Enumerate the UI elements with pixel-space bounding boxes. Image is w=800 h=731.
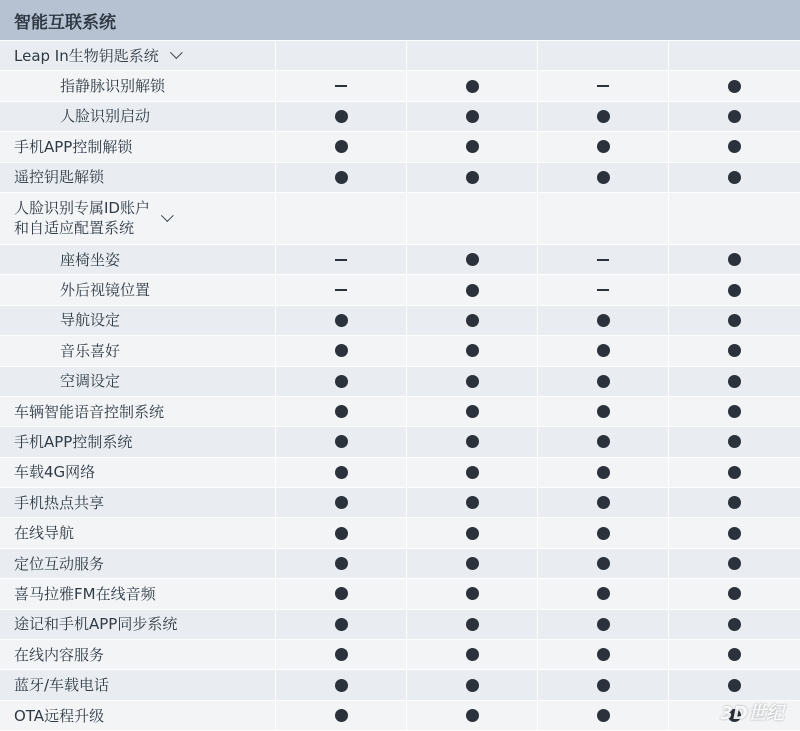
trim-cell-2	[407, 336, 538, 365]
trim-cell-1	[276, 102, 407, 131]
trim-cell-4	[669, 427, 800, 456]
feature-label-text: 遥控钥匙解锁	[14, 168, 105, 187]
feature-label-text: 指静脉识别解锁	[60, 77, 166, 96]
standard-dot-icon	[335, 618, 348, 631]
standard-dot-icon	[728, 405, 741, 418]
trim-cell-3	[538, 367, 669, 396]
standard-dot-icon	[728, 618, 741, 631]
feature-label-text: 手机APP控制解锁	[14, 137, 133, 156]
standard-dot-icon	[335, 587, 348, 600]
trim-cell-4	[669, 132, 800, 161]
trim-cell-1	[276, 579, 407, 608]
standard-dot-icon	[728, 284, 741, 297]
standard-dot-icon	[466, 405, 479, 418]
table-row	[0, 274, 800, 304]
trim-cell-2	[407, 670, 538, 699]
trim-cell-1	[276, 549, 407, 578]
table-row	[0, 335, 800, 365]
feature-label-text: 手机热点共享	[14, 493, 105, 512]
standard-dot-icon	[728, 344, 741, 357]
trim-cell-3	[538, 518, 669, 547]
standard-dot-icon	[597, 587, 610, 600]
standard-dot-icon	[728, 496, 741, 509]
standard-dot-icon	[335, 648, 348, 661]
trim-cell-1	[276, 132, 407, 161]
standard-dot-icon	[597, 679, 610, 692]
table-row	[0, 426, 800, 456]
standard-dot-icon	[597, 344, 610, 357]
trim-cell-2	[407, 458, 538, 487]
table-row	[0, 548, 800, 578]
group-label[interactable]	[0, 41, 276, 70]
trim-cell-4	[669, 275, 800, 304]
trim-cell-3	[538, 427, 669, 456]
standard-dot-icon	[335, 314, 348, 327]
feature-label	[0, 549, 276, 578]
trim-cell-1	[276, 458, 407, 487]
feature-label-text: 手机APP控制系统	[14, 432, 133, 451]
trim-cell-3	[538, 132, 669, 161]
trim-cell-1	[276, 610, 407, 639]
trim-cell-3	[538, 640, 669, 669]
standard-dot-icon	[466, 435, 479, 448]
standard-dot-icon	[597, 435, 610, 448]
standard-dot-icon	[335, 375, 348, 388]
trim-cell-1	[276, 397, 407, 426]
standard-dot-icon	[466, 110, 479, 123]
table-row	[0, 639, 800, 669]
trim-cell-1	[276, 670, 407, 699]
trim-cell-4	[669, 367, 800, 396]
trim-cell-3	[538, 458, 669, 487]
standard-dot-icon	[466, 80, 479, 93]
feature-label	[0, 610, 276, 639]
standard-dot-icon	[728, 171, 741, 184]
table-row	[0, 101, 800, 131]
feature-label-text: Leap In生物钥匙系统	[14, 46, 159, 65]
standard-dot-icon	[466, 140, 479, 153]
feature-label	[0, 102, 276, 131]
standard-dot-icon	[466, 709, 479, 722]
standard-dot-icon	[335, 496, 348, 509]
standard-dot-icon	[597, 648, 610, 661]
trim-cell-1	[276, 245, 407, 274]
trim-cell-2	[407, 71, 538, 100]
table-row	[0, 40, 800, 70]
not-available-dash-icon	[597, 85, 609, 87]
feature-label	[0, 275, 276, 304]
feature-label	[0, 306, 276, 335]
feature-label	[0, 132, 276, 161]
standard-dot-icon	[597, 496, 610, 509]
standard-dot-icon	[335, 709, 348, 722]
trim-cell-4	[669, 670, 800, 699]
trim-cell-3	[538, 163, 669, 192]
standard-dot-icon	[335, 466, 348, 479]
trim-cell-3	[538, 71, 669, 100]
trim-cell-4	[669, 640, 800, 669]
trim-cell-1	[276, 193, 407, 244]
feature-label	[0, 640, 276, 669]
standard-dot-icon	[597, 314, 610, 327]
chevron-down-icon[interactable]	[170, 46, 183, 59]
table-row	[0, 669, 800, 699]
trim-cell-4	[669, 41, 800, 70]
trim-cell-2	[407, 306, 538, 335]
trim-cell-2	[407, 579, 538, 608]
feature-label	[0, 488, 276, 517]
table-row	[0, 192, 800, 244]
trim-cell-2	[407, 163, 538, 192]
standard-dot-icon	[728, 375, 741, 388]
trim-cell-2	[407, 518, 538, 547]
standard-dot-icon	[335, 557, 348, 570]
chevron-down-icon[interactable]	[161, 209, 174, 222]
trim-cell-3	[538, 193, 669, 244]
standard-dot-icon	[728, 679, 741, 692]
feature-label-text: 座椅坐姿	[60, 250, 121, 269]
feature-label-text: 定位互动服务	[14, 554, 105, 573]
standard-dot-icon	[466, 466, 479, 479]
feature-label	[0, 367, 276, 396]
feature-label-text: 导航设定	[60, 311, 121, 330]
trim-cell-4	[669, 163, 800, 192]
standard-dot-icon	[597, 405, 610, 418]
trim-cell-1	[276, 306, 407, 335]
trim-cell-4	[669, 549, 800, 578]
feature-label	[0, 71, 276, 100]
feature-label-text: 空调设定	[60, 372, 121, 391]
trim-cell-3	[538, 610, 669, 639]
trim-cell-1	[276, 163, 407, 192]
trim-cell-3	[538, 397, 669, 426]
standard-dot-icon	[597, 140, 610, 153]
trim-cell-2	[407, 275, 538, 304]
table-row	[0, 305, 800, 335]
group-label[interactable]	[0, 193, 276, 244]
not-available-dash-icon	[335, 85, 347, 87]
standard-dot-icon	[728, 314, 741, 327]
feature-label	[0, 336, 276, 365]
watermark-logo: 3D世纪	[720, 703, 784, 724]
standard-dot-icon	[597, 618, 610, 631]
trim-cell-4	[669, 102, 800, 131]
table-row	[0, 609, 800, 639]
trim-cell-1	[276, 367, 407, 396]
feature-label	[0, 245, 276, 274]
table-row	[0, 487, 800, 517]
standard-dot-icon	[466, 587, 479, 600]
standard-dot-icon	[466, 648, 479, 661]
trim-cell-1	[276, 71, 407, 100]
standard-dot-icon	[728, 587, 741, 600]
trim-cell-2	[407, 245, 538, 274]
standard-dot-icon	[466, 679, 479, 692]
standard-dot-icon	[597, 375, 610, 388]
feature-label-text: 在线导航	[14, 524, 75, 543]
standard-dot-icon	[466, 375, 479, 388]
standard-dot-icon	[335, 110, 348, 123]
standard-dot-icon	[466, 496, 479, 509]
standard-dot-icon	[335, 140, 348, 153]
standard-dot-icon	[466, 253, 479, 266]
standard-dot-icon	[728, 80, 741, 93]
trim-cell-4	[669, 488, 800, 517]
trim-cell-3	[538, 336, 669, 365]
trim-cell-4	[669, 71, 800, 100]
trim-cell-2	[407, 367, 538, 396]
trim-cell-4	[669, 193, 800, 244]
trim-cell-1	[276, 640, 407, 669]
standard-dot-icon	[728, 435, 741, 448]
table-row	[0, 244, 800, 274]
not-available-dash-icon	[597, 289, 609, 291]
trim-cell-1	[276, 275, 407, 304]
feature-label-text: OTA远程升级	[14, 706, 105, 725]
feature-label-text: 蓝牙/车载电话	[14, 676, 110, 695]
standard-dot-icon	[335, 527, 348, 540]
trim-cell-2	[407, 41, 538, 70]
trim-cell-3	[538, 245, 669, 274]
feature-table	[0, 40, 800, 730]
standard-dot-icon	[597, 709, 610, 722]
trim-cell-1	[276, 518, 407, 547]
trim-cell-3	[538, 701, 669, 730]
section-title: 智能互联系统	[14, 12, 116, 33]
trim-cell-3	[538, 670, 669, 699]
not-available-dash-icon	[335, 259, 347, 261]
standard-dot-icon	[597, 557, 610, 570]
table-row	[0, 700, 800, 730]
trim-cell-1	[276, 336, 407, 365]
standard-dot-icon	[335, 405, 348, 418]
trim-cell-3	[538, 102, 669, 131]
feature-label-text: 喜马拉雅FM在线音频	[14, 584, 156, 603]
section-header	[0, 0, 800, 40]
trim-cell-2	[407, 610, 538, 639]
feature-label	[0, 458, 276, 487]
standard-dot-icon	[335, 435, 348, 448]
standard-dot-icon	[597, 110, 610, 123]
trim-cell-2	[407, 193, 538, 244]
standard-dot-icon	[728, 466, 741, 479]
trim-cell-2	[407, 701, 538, 730]
standard-dot-icon	[597, 171, 610, 184]
trim-cell-3	[538, 306, 669, 335]
trim-cell-3	[538, 549, 669, 578]
trim-cell-3	[538, 41, 669, 70]
feature-label-text: 人脸识别启动	[60, 107, 151, 126]
feature-label-text: 外后视镜位置	[60, 281, 151, 300]
standard-dot-icon	[466, 171, 479, 184]
trim-cell-1	[276, 488, 407, 517]
trim-cell-2	[407, 427, 538, 456]
feature-label	[0, 701, 276, 730]
trim-cell-2	[407, 640, 538, 669]
trim-cell-2	[407, 488, 538, 517]
trim-cell-4	[669, 245, 800, 274]
trim-cell-2	[407, 132, 538, 161]
trim-cell-4	[669, 336, 800, 365]
table-row	[0, 457, 800, 487]
standard-dot-icon	[335, 679, 348, 692]
not-available-dash-icon	[597, 259, 609, 261]
feature-label-text: 人脸识别专属ID账户 和自适应配置系统	[14, 199, 150, 238]
table-row	[0, 517, 800, 547]
standard-dot-icon	[597, 527, 610, 540]
trim-cell-4	[669, 458, 800, 487]
standard-dot-icon	[728, 140, 741, 153]
standard-dot-icon	[728, 648, 741, 661]
feature-label-text: 在线内容服务	[14, 645, 105, 664]
feature-label	[0, 397, 276, 426]
trim-cell-4	[669, 518, 800, 547]
feature-label	[0, 427, 276, 456]
standard-dot-icon	[597, 466, 610, 479]
feature-label-text: 车辆智能语音控制系统	[14, 402, 165, 421]
standard-dot-icon	[335, 344, 348, 357]
table-row	[0, 131, 800, 161]
standard-dot-icon	[466, 344, 479, 357]
feature-label-text: 车载4G网络	[14, 463, 96, 482]
feature-label-text: 途记和手机APP同步系统	[14, 615, 178, 634]
standard-dot-icon	[728, 253, 741, 266]
trim-cell-4	[669, 579, 800, 608]
trim-cell-3	[538, 488, 669, 517]
trim-cell-2	[407, 397, 538, 426]
standard-dot-icon	[335, 171, 348, 184]
table-row	[0, 578, 800, 608]
standard-dot-icon	[466, 557, 479, 570]
trim-cell-3	[538, 275, 669, 304]
table-row	[0, 162, 800, 192]
not-available-dash-icon	[335, 289, 347, 291]
table-row	[0, 70, 800, 100]
standard-dot-icon	[466, 314, 479, 327]
feature-label	[0, 670, 276, 699]
trim-cell-4	[669, 610, 800, 639]
feature-label	[0, 163, 276, 192]
feature-label	[0, 518, 276, 547]
trim-cell-4	[669, 306, 800, 335]
trim-cell-3	[538, 579, 669, 608]
feature-label-text: 音乐喜好	[60, 341, 121, 360]
trim-cell-2	[407, 102, 538, 131]
trim-cell-1	[276, 427, 407, 456]
standard-dot-icon	[728, 110, 741, 123]
standard-dot-icon	[466, 527, 479, 540]
table-row	[0, 396, 800, 426]
trim-cell-1	[276, 41, 407, 70]
standard-dot-icon	[728, 527, 741, 540]
standard-dot-icon	[728, 557, 741, 570]
trim-cell-2	[407, 549, 538, 578]
trim-cell-4	[669, 397, 800, 426]
table-row	[0, 366, 800, 396]
feature-label	[0, 579, 276, 608]
standard-dot-icon	[466, 284, 479, 297]
trim-cell-1	[276, 701, 407, 730]
standard-dot-icon	[466, 618, 479, 631]
